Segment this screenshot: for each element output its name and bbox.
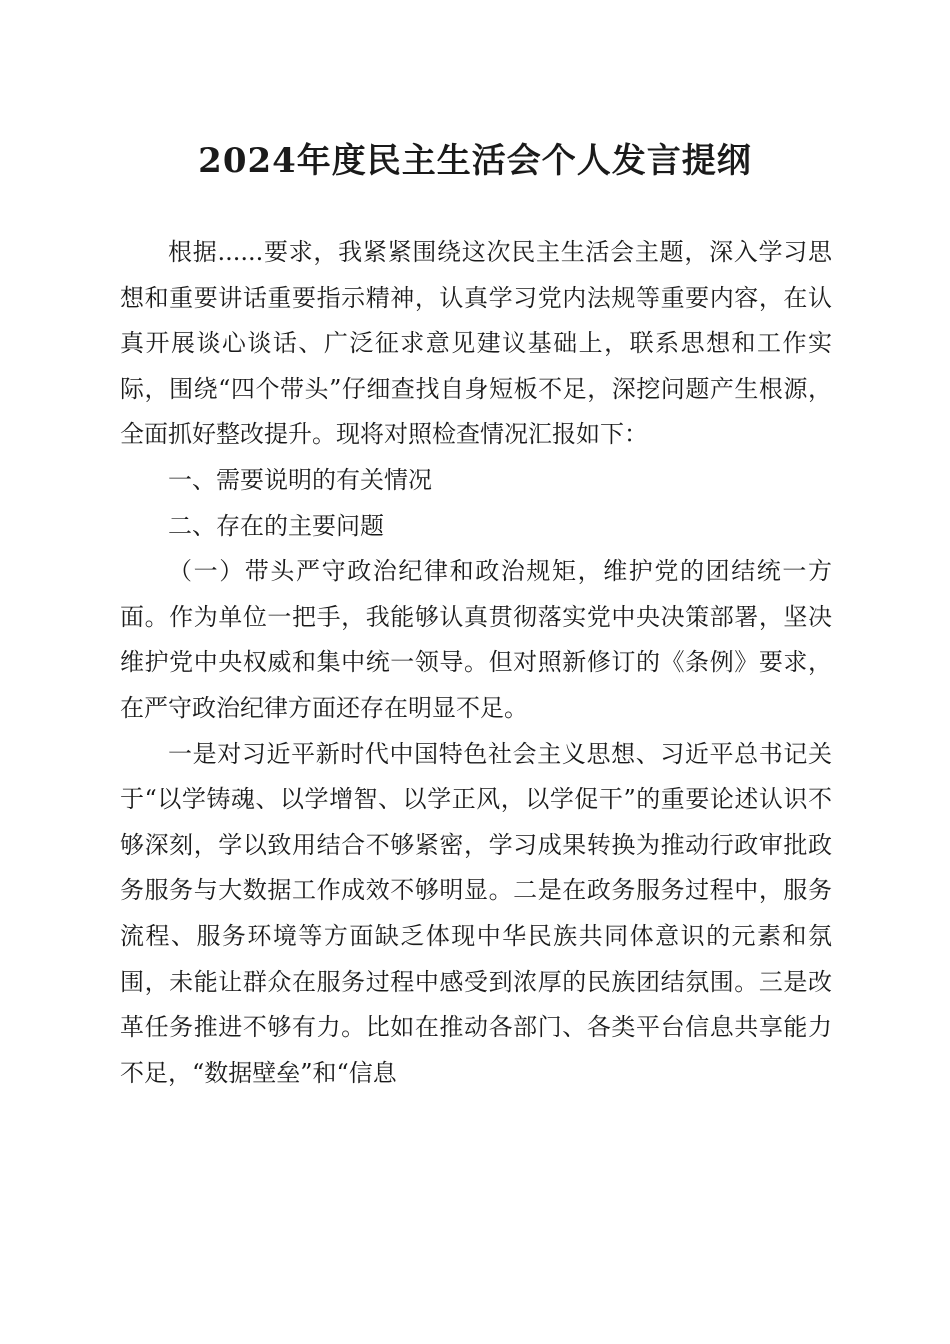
document-title: 2024年度民主生活会个人发言提纲: [198, 141, 752, 181]
section-heading-1: 一、需要说明的有关情况: [168, 465, 432, 494]
intro-paragraph: 根据......要求，我紧紧围绕这次民主生活会主题，深入学习思想和重要讲话重要指示精神，认真学习党内法规等重要内容，在认真开展谈心谈话、广泛征求意见建议基础上，联系思想和工作实际，围绕“四个带头”仔细查找自身短板不足，深挖问题产生根源，全面抓好整改提升。现将对照检查情况汇报如下：: [120, 238, 832, 449]
document-body: [120, 230, 832, 1096]
item-paragraph-1: （一）带头严守政治纪律和政治规矩，维护党的团结统一方面。作为单位一把手，我能够认真贯彻落实党中央决策部署，坚决维护党中央权威和集中统一领导。但对照新修订的《条例》要求，在严守政治纪律方面还存在明显不足。: [120, 557, 832, 722]
section-heading-2: 二、存在的主要问题: [168, 511, 384, 540]
item-detail-paragraph: 一是对习近平新时代中国特色社会主义思想、习近平总书记关于“以学铸魂、以学增智、以学正风，以学促干”的重要论述认识不够深刻，学以致用结合不够紧密，学习成果转换为推动行政审批政务服务与大数据工作成效不够明显。二是在政务服务过程中，服务流程、服务环境等方面缺乏体现中华民族共同体意识的元素和氛围，未能让群众在服务过程中感受到浓厚的民族团结氛围。三是改革任务推进不够有力。比如在推动各部门、各类平台信息共享能力不足，“数据壁垒”和“信息: [120, 739, 832, 1087]
